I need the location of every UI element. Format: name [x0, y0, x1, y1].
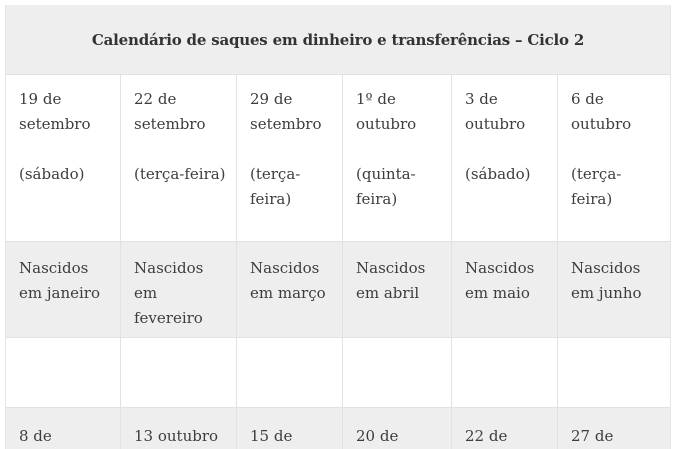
- table-cell: 27 de: [571, 427, 614, 445]
- table-cell: 20 de: [343, 408, 452, 449]
- table-cell: 29 de setembro (terça- feira): [237, 75, 343, 241]
- table-cell: Nascidos em junho: [571, 259, 642, 302]
- table-cell: Nascidos em maio: [452, 242, 558, 337]
- table-cell: [452, 338, 558, 407]
- table-title: Calendário de saques em dinheiro e transferências – Ciclo 2: [91, 30, 585, 49]
- payment-calendar-table: [5, 5, 671, 449]
- table-cell: [6, 338, 121, 407]
- table-cell: [237, 338, 343, 407]
- table-row-empty: [6, 338, 670, 408]
- table-cell: 19 de setembro (sábado): [6, 75, 121, 241]
- table-cell: [121, 338, 237, 407]
- table-cell: 15 de: [237, 408, 343, 449]
- table-cell: [343, 338, 452, 407]
- table-cell: 22 de: [452, 408, 558, 449]
- table-cell: 6 de outubro (terça-feira): [571, 90, 632, 208]
- table-row-dates-2: [6, 408, 670, 449]
- table-cell: Nascidos em janeiro: [6, 242, 121, 337]
- table-title-row: [6, 5, 670, 75]
- table-cell: 1º de outubro (quinta- feira): [343, 75, 452, 241]
- table-row-born-1: [6, 242, 670, 338]
- table-cell: Nascidos em abril: [343, 242, 452, 337]
- table-cell: [558, 338, 670, 407]
- table-cell: 22 de setembro (terça-feira): [121, 75, 237, 241]
- table-cell: Nascidos em fevereiro: [121, 242, 237, 337]
- table-cell: 3 de outubro (sábado): [452, 75, 558, 241]
- table-row-dates-1: [6, 75, 670, 242]
- table-cell: 13 outubro: [121, 408, 237, 449]
- table-cell: 8 de: [6, 408, 121, 449]
- table-cell: Nascidos em março: [237, 242, 343, 337]
